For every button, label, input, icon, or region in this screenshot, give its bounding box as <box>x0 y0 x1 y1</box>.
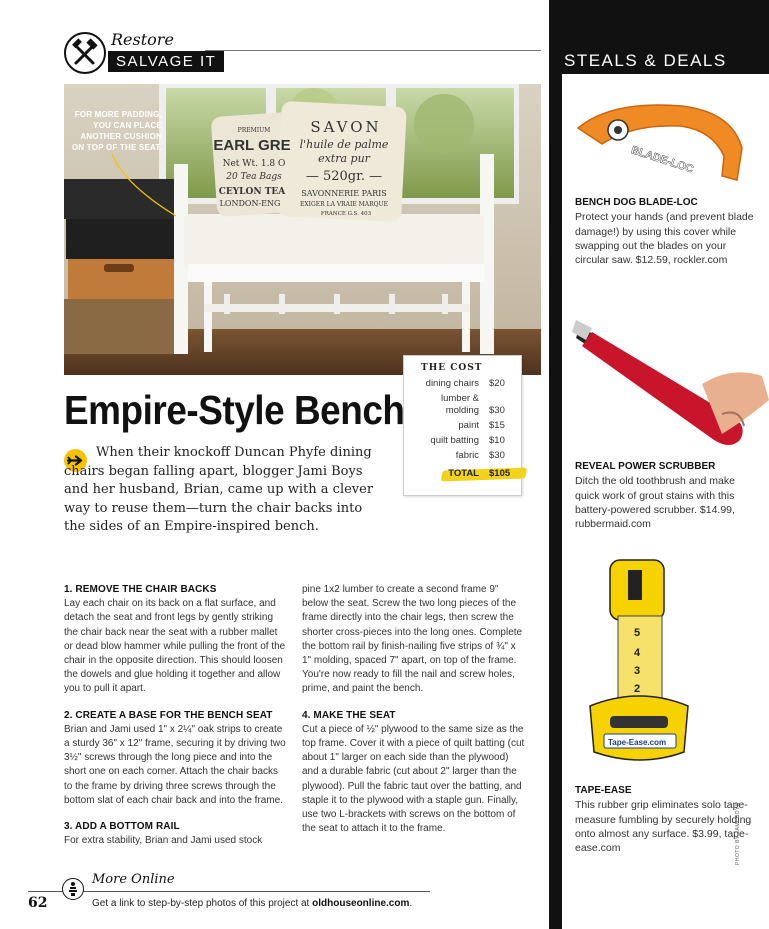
blade-loc-label: BLADE-LOC <box>629 144 695 176</box>
cost-label: quilt batting <box>430 435 479 446</box>
section-kicker: Restore <box>111 30 174 49</box>
deal-item <box>575 784 755 855</box>
footer-text <box>92 898 412 909</box>
tape-ease-image <box>584 556 694 776</box>
photo-credit: PHOTO BY JAMI BOYS <box>735 802 741 865</box>
deal-heading: REVEAL POWER SCRUBBER <box>575 461 716 472</box>
more-online-heading: More Online <box>92 872 175 887</box>
step-text: For extra stability, Brian and Jami used stock <box>64 835 263 847</box>
pillow-right-line: SAVON <box>310 118 382 136</box>
step-heading: 4. MAKE THE SEAT <box>302 709 396 721</box>
footer-link[interactable]: oldhouseonline.com <box>312 898 410 909</box>
article-intro: When their knockoff Duncan Phyfe dining chairs began falling apart, blogger Jami Boys and her husband, Brian, came up with a clever way to reuse them—turn the chair backs into the sides of an Empire-inspired bench. <box>64 445 374 534</box>
more-online-badge <box>62 878 84 900</box>
cost-row <box>412 393 513 417</box>
pillow-left-line: CEYLON TEA <box>218 187 286 197</box>
pillow-right-line: FRANCE G.S. 403 <box>320 211 372 217</box>
deal-item <box>575 196 755 267</box>
body-column-2 <box>302 583 527 848</box>
cost-label: fabric <box>455 450 479 461</box>
svg-text:5: 5 <box>634 627 641 639</box>
body-column-1 <box>64 583 289 860</box>
cost-label: dining chairs <box>425 378 479 389</box>
step-text: pine 1x2 lumber to create a second frame 9" below the seat. Screw the two long pieces of the frame directly into the chair legs, then screw the shorter cross-pieces into the long ones. Complete the bottom rail by finish-nailing five strips of ¾" x 1" molding, spaced 7" apart, on top of the frame. You're now ready to fill the nail and screw holes, prime, and paint the bench. <box>302 584 523 695</box>
footer-rule <box>28 891 430 892</box>
bench-photo <box>64 84 541 375</box>
deal-text: This rubber grip eliminates solo tape-measure fumbling by securely holding onto almost any surface. $3.99, tape-ease.com <box>575 799 752 855</box>
cost-value: $10 <box>489 435 505 446</box>
sidebar-title: STEALS & DEALS <box>564 51 727 70</box>
step-text: Cut a piece of ½" plywood to the same size as the top frame. Cover it with a piece of quilt batting (cut about 1" larger on each side than the plywood) and a durable fabric (cut about 2" larger than the plywood). Pull the fabric taut over the batting, and staple it to the plywood with a staple gun. Finally, use two L-brackets with screws on the bottom of the seat to attach it to the frame. <box>302 723 525 835</box>
cost-breakdown <box>403 355 522 496</box>
cost-value: $30 <box>489 450 505 461</box>
deal-text: Ditch the old toothbrush and make quick work of grout stains with this battery-powered scrubber. $14.99, rubbermaid.com <box>575 475 735 531</box>
deal-item <box>575 460 755 531</box>
pillow-left-line: LONDON-ENG <box>219 199 281 208</box>
pillow-right-line: — 520gr. — <box>305 169 383 184</box>
step-text: Lay each chair on its back on a flat surface, and detach the seat and front legs by gently striking the chair back near the seat with a rubber mallet or dead blow hammer while pulling the front of the chair in the opposite direction. This should loosen the dowels and glue holding it together and allow you to pull it apart. <box>64 598 286 695</box>
header-rule <box>205 50 541 51</box>
total-value: $105 <box>489 468 511 479</box>
pillow-right-line: EXIGER LA VRAIE MARQUE <box>299 201 389 208</box>
pillow-right-line: l'huile de palme <box>299 138 389 151</box>
pillow-left-line: PREMIUM <box>237 127 271 134</box>
pillow-right-line: SAVONNERIE PARIS <box>301 189 387 198</box>
pillow-left-line: Net Wt. 1.8 O <box>222 159 286 169</box>
deal-text: Protect your hands (and prevent blade damage!) by using this cover while swapping out the blades on your circular saw. $12.59, rockler.com <box>575 211 754 267</box>
pillow-left-line: 20 Tea Bags <box>226 172 282 182</box>
cost-title: THE COST <box>421 363 483 373</box>
cost-value: $20 <box>489 378 505 389</box>
finial-icon <box>66 881 80 897</box>
cost-row <box>412 435 513 447</box>
cost-row <box>412 378 513 390</box>
blade-loc-image <box>572 96 750 196</box>
tape-ease-label: Tape-Ease.com <box>608 738 667 747</box>
cost-total <box>412 468 513 480</box>
deal-heading: TAPE-EASE <box>575 785 632 796</box>
power-scrubber-image <box>572 318 769 458</box>
step-heading: 3. ADD A BOTTOM RAIL <box>64 821 180 833</box>
deal-heading: BENCH DOG BLADE-LOC <box>575 197 698 208</box>
cost-value: $30 <box>489 405 505 416</box>
cost-row <box>412 420 513 432</box>
hammer-icon <box>70 38 100 68</box>
photo-caption: FOR MORE PADDING, YOU CAN PLACE ANOTHER CUSHION ON TOP OF THE SEAT. <box>71 110 162 152</box>
footer-text-suffix: . <box>409 898 413 909</box>
section-label: SALVAGE IT <box>108 51 224 72</box>
cost-row <box>412 450 513 462</box>
step-heading: 1. REMOVE THE CHAIR BACKS <box>64 584 217 595</box>
total-label: TOTAL <box>448 468 479 479</box>
svg-text:4: 4 <box>634 647 641 659</box>
cost-value: $15 <box>489 420 505 431</box>
cost-label: paint <box>458 420 479 431</box>
pillow-right-line: extra pur <box>318 152 370 165</box>
svg-text:2: 2 <box>634 683 641 695</box>
page-number: 62 <box>28 895 48 911</box>
pillow-left-line: EARL GRE <box>213 137 291 154</box>
cost-label: lumber & molding <box>440 393 479 416</box>
step-heading: 2. CREATE A BASE FOR THE BENCH SEAT <box>64 709 273 721</box>
article-title: Empire-Style Bench <box>64 387 405 433</box>
step-text: Brian and Jami used 1" x 2¼" oak strips to create a sturdy 36" x 12" frame, securing it by driving two 3½" screws through the long piece and into the short one on each corner. Attach the chair backs to the frame by driving three screws through the bottom slat of each chair back and into the frame. <box>64 723 286 806</box>
salvage-logo <box>64 32 106 74</box>
svg-text:3: 3 <box>634 665 641 677</box>
footer-text-prefix: Get a link to step-by-step photos of this project at <box>92 898 313 909</box>
